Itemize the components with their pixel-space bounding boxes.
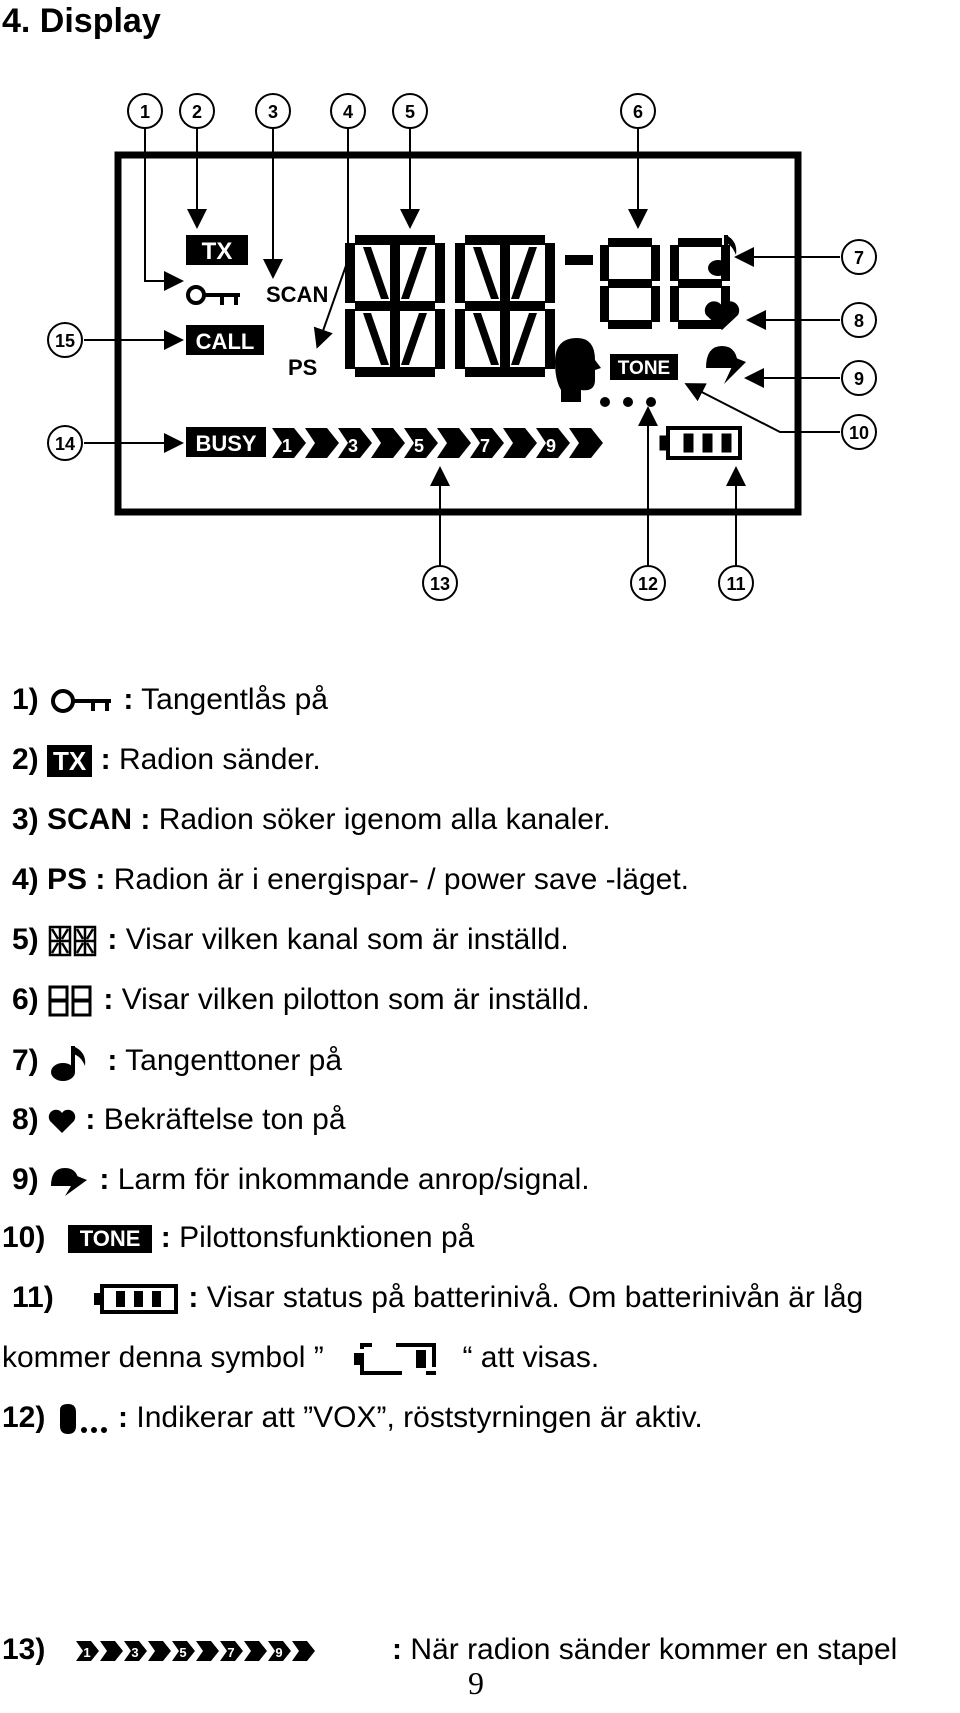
- signal-chevron: [244, 1641, 267, 1661]
- legend-item-13: 13) 1 3 5 7 9 : När radion sänder kommer en stapel: [2, 1633, 898, 1666]
- lcd-call-badge: [186, 325, 264, 355]
- lcd-battery-icon: [660, 428, 740, 458]
- svg-text:TONE: TONE: [617, 358, 671, 379]
- signal-chevron: [569, 428, 603, 458]
- tone-icon: TONE: [68, 1225, 153, 1253]
- battery-full-icon: [92, 1283, 180, 1315]
- vox-icon: [54, 1402, 110, 1436]
- signal-chevron: [196, 1641, 219, 1661]
- signal-bar-number: 7: [479, 436, 491, 456]
- callout-number: 11: [726, 574, 746, 594]
- lcd-ps-label: PS: [288, 355, 318, 380]
- callout-number: 13: [429, 574, 451, 594]
- legend-item-4: 4) PS : Radion är i energispar- / power save -läget.: [12, 863, 690, 896]
- signal-chevron: [305, 428, 339, 458]
- legend-item-1: 1) : Tangentlås på: [12, 683, 328, 716]
- page-number: 9: [468, 1665, 484, 1701]
- signal-bar-number: 3: [131, 1645, 139, 1661]
- signal-bar-number: 3: [347, 436, 359, 456]
- signal-bar-number: 5: [413, 436, 425, 456]
- signal-bar-number: 5: [179, 1645, 187, 1661]
- heart-icon: [47, 1106, 77, 1136]
- section-heading: 4. Display: [2, 2, 161, 40]
- signal-bar-number: 1: [83, 1645, 91, 1661]
- callout-leader: [318, 128, 348, 345]
- music-note-icon: [47, 1042, 99, 1082]
- svg-text:BUSY: BUSY: [195, 431, 257, 456]
- legend-item-2: 2) TX : Radion sänder.: [12, 743, 321, 777]
- legend-item-11: 11) : Visar status på batterinivå. Om batterinivån är låg: [12, 1281, 864, 1314]
- callout-leader: [145, 128, 180, 281]
- key-icon: [47, 687, 115, 715]
- lcd-diagram: [0, 0, 960, 620]
- battery-low-icon: [352, 1342, 438, 1376]
- signal-bar-number: 1: [281, 436, 293, 456]
- svg-text:CALL: CALL: [195, 329, 255, 354]
- callout-number: 15: [54, 331, 76, 351]
- lcd-tone-digits: [565, 238, 730, 329]
- signal-chevron: [437, 428, 471, 458]
- lcd-tx-badge: [186, 235, 248, 265]
- legend-item-7: 7) : Tangenttoner på: [12, 1042, 342, 1082]
- lcd-key-icon: [188, 287, 240, 305]
- legend-item-10: 10) TONE : Pilottonsfunktionen på: [2, 1221, 475, 1254]
- lcd-busy-badge: [186, 427, 266, 457]
- legend-item-8: 8) : Bekräftelse ton på: [12, 1103, 346, 1136]
- callout-number: 8: [853, 311, 865, 331]
- callout-number: 3: [267, 102, 279, 122]
- callout-number: 4: [342, 102, 354, 122]
- signal-bar-icon: [74, 1638, 324, 1664]
- legend-item-12: 12) : Indikerar att ”VOX”, röststyrningen är aktiv.: [2, 1400, 703, 1436]
- signal-chevron: [371, 428, 405, 458]
- bell-icon: [47, 1164, 91, 1198]
- signal-chevron: [292, 1641, 315, 1661]
- legend-item-6: 6) : Visar vilken pilotton som är inställd.: [12, 982, 590, 1018]
- lcd-bell-icon: [706, 346, 746, 384]
- callout-number: 10: [848, 423, 870, 443]
- callout-number: 6: [632, 102, 644, 122]
- legend-item-3: 3) SCAN : Radion söker igenom alla kanaler.: [12, 803, 611, 836]
- lcd-signal-bar: [272, 428, 603, 458]
- signal-bar-number: 9: [275, 1645, 283, 1661]
- callout-number: 5: [404, 102, 416, 122]
- svg-text:TX: TX: [201, 238, 233, 265]
- signal-bar-number: 7: [227, 1645, 235, 1661]
- signal-chevron: [503, 428, 537, 458]
- battery-low-line: kommer denna symbol ” “ att visas.: [2, 1340, 599, 1376]
- lcd-tone-badge: [610, 354, 678, 380]
- lcd-scan-label: SCAN: [266, 282, 329, 307]
- callout-number: 1: [139, 102, 151, 122]
- callout-number: 12: [637, 574, 659, 594]
- callout-number: 2: [191, 102, 203, 122]
- callout-number: 14: [54, 434, 76, 454]
- signal-chevron: [148, 1641, 171, 1661]
- lcd-channel-digits: [345, 235, 555, 377]
- callout-number: 9: [853, 369, 865, 389]
- channel-digits-icon: [47, 924, 99, 958]
- tone-digits-icon: [47, 984, 95, 1018]
- legend-item-5: 5) : Visar vilken kanal som är inställd.: [12, 922, 569, 958]
- legend-item-9: 9) : Larm för inkommande anrop/signal.: [12, 1162, 590, 1198]
- callout-number: 7: [853, 248, 865, 268]
- signal-bar-number: 9: [545, 436, 557, 456]
- callout-leader: [688, 385, 840, 432]
- signal-chevron: [100, 1641, 123, 1661]
- tx-icon: TX: [47, 745, 92, 777]
